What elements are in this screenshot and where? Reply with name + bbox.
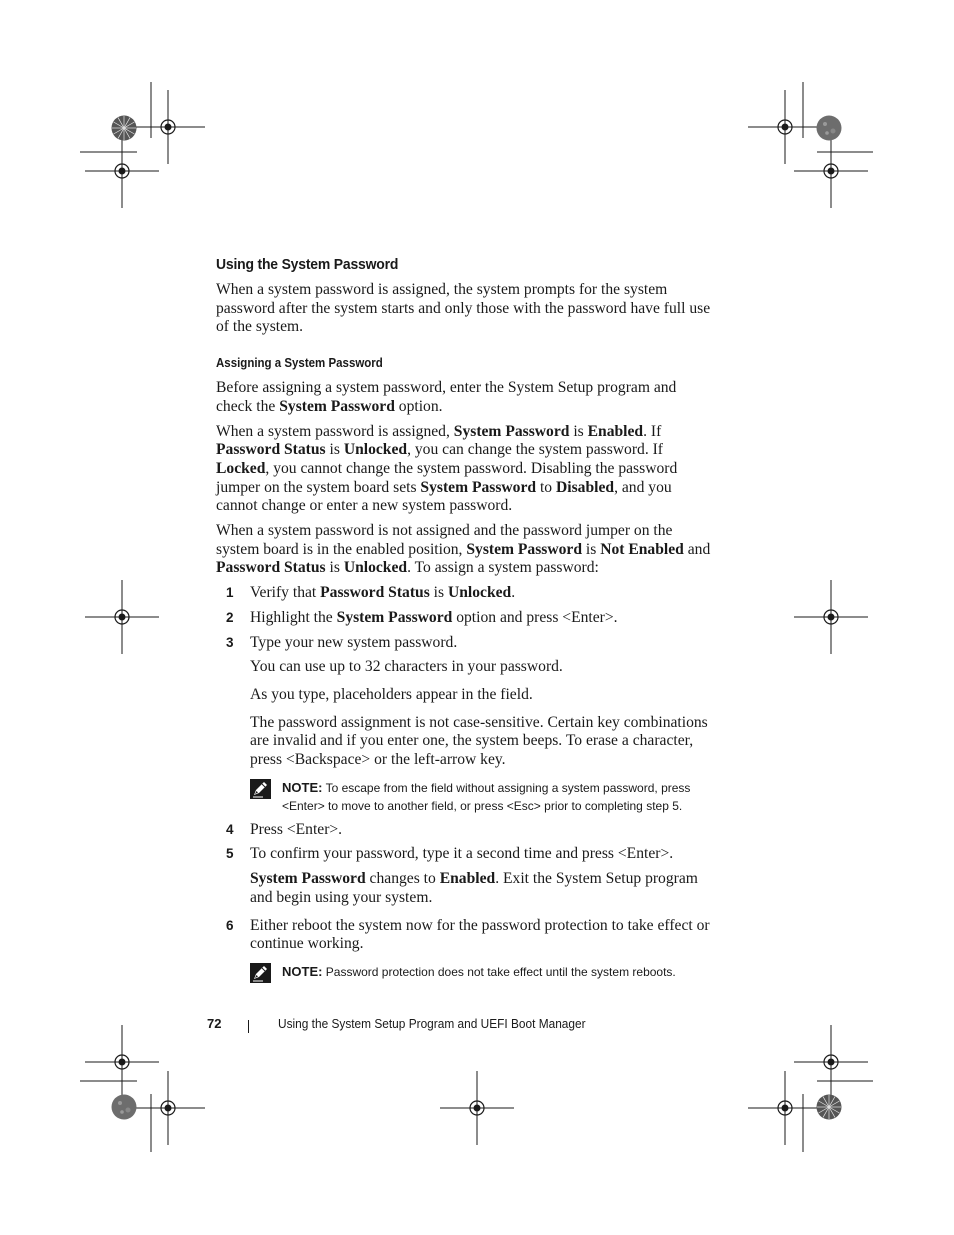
step-text: Press <Enter>. <box>250 820 343 838</box>
note-box <box>250 963 716 981</box>
page-number: 72 <box>207 1016 222 1031</box>
step-text: Either reboot the system now for the password protection to take effect or continue working. <box>250 916 710 953</box>
step-detail: System Password changes to Enabled. Exit the System Setup program and begin using your system. <box>250 870 698 906</box>
step-number: 3 <box>226 634 234 650</box>
step-number: 4 <box>226 821 234 837</box>
note-label: NOTE: <box>282 779 323 795</box>
subsection-heading: Assigning a System Password <box>216 356 383 371</box>
step-number: 6 <box>226 917 234 933</box>
list-item <box>216 821 716 840</box>
note-text: Password protection does not take effect until the system reboots. <box>322 964 676 979</box>
note-pencil-icon <box>250 779 271 799</box>
paragraph-2: When a system password is assigned, System Password is Enabled. If Password Status is Unlocked, you can change the system password. If Locked, you cannot change the system password. Disabling the password jumper on the system board sets System Password to Disabled, and you cannot change or enter a new system password. <box>216 422 678 515</box>
step-detail: The password assignment is not case-sensitive. Certain key combinations are invalid and if you enter one, the system beeps. To erase a character, press <Backspace> or the left-arrow key. <box>250 713 708 769</box>
list-item <box>216 845 716 907</box>
step-text: To confirm your password, type it a second time and press <Enter>. <box>250 845 674 863</box>
steps-list <box>216 584 716 981</box>
list-item <box>216 917 716 981</box>
step-text: Type your new system password. <box>250 633 458 651</box>
note-label: NOTE: <box>282 963 323 979</box>
paragraph-1: Before assigning a system password, enter the System Setup program and check the System Password option. <box>216 379 677 415</box>
step-text: Highlight the System Password option and press <Enter>. <box>250 608 618 626</box>
note-text: To escape from the field without assigning a system password, press <Enter> to move to another field, or press <Esc> prior to completing step 5. <box>282 780 691 813</box>
footer-chapter-title: Using the System Setup Program and UEFI Boot Manager <box>278 1017 586 1031</box>
step-number: 2 <box>226 609 234 625</box>
page-footer <box>0 1016 954 1036</box>
step-number: 5 <box>226 846 234 862</box>
list-item <box>216 609 716 628</box>
step-detail: You can use up to 32 characters in your password. <box>250 658 563 676</box>
section-heading: Using the System Password <box>216 256 399 273</box>
list-item <box>216 634 716 815</box>
section-intro: When a system password is assigned, the system prompts for the system password after the system starts and only those with the password have full use of the system. <box>216 281 711 336</box>
step-detail: As you type, placeholders appear in the field. <box>250 685 533 703</box>
page-content <box>216 256 716 981</box>
list-item <box>216 584 716 603</box>
paragraph-3: When a system password is not assigned and the password jumper on the system board is in the enabled position, System Password is Not Enabled and Password Status is Unlocked. To assign a system password: <box>216 522 711 577</box>
step-number: 1 <box>226 585 234 601</box>
note-pencil-icon <box>250 963 271 983</box>
step-text: Verify that Password Status is Unlocked. <box>250 584 516 602</box>
note-box <box>250 779 716 815</box>
footer-divider <box>248 1020 249 1033</box>
